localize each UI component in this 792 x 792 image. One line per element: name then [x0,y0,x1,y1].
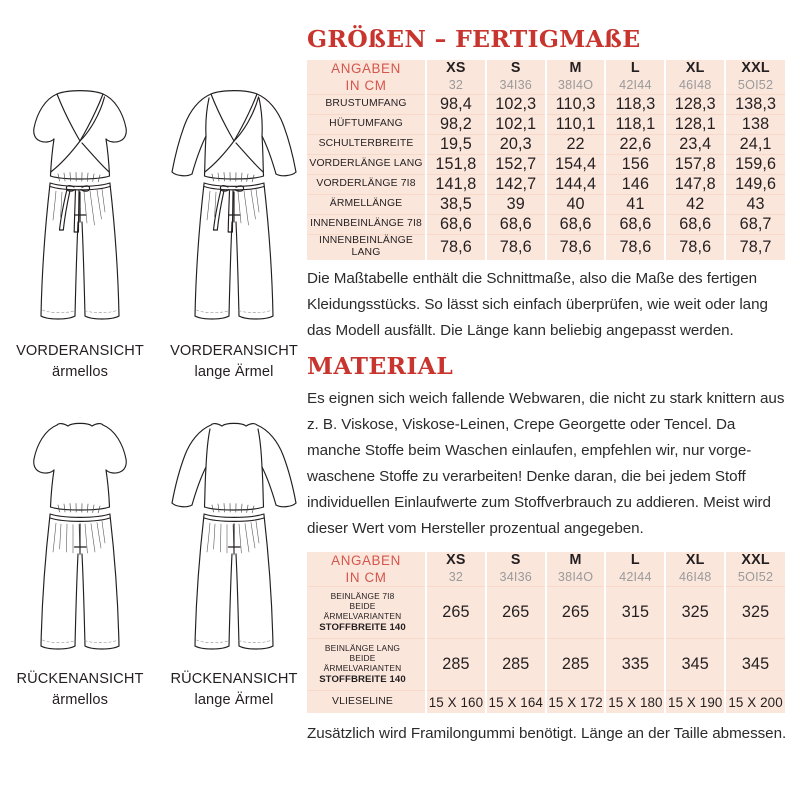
cell-value: 128,3 [665,94,725,114]
material-table-body [307,586,785,713]
cell-value: 345 [725,638,785,690]
row-label-line-2: BEIDE ÄRMELVARIANTEN [323,652,402,673]
cell-value: 146 [605,174,665,194]
cell-value: 98,4 [426,94,486,114]
table-row [307,94,785,114]
caption-line-2: ärmellos [52,363,108,380]
table-row [307,194,785,214]
corner-line-2: IN CM [345,569,387,585]
material-table-head [307,552,785,587]
cell-value: 152,7 [486,154,546,174]
cell-value: 157,8 [665,154,725,174]
table-row [307,638,785,690]
table-row [307,234,785,259]
cell-value: 265 [486,586,546,638]
row-label [307,586,426,638]
sizes-section-heading: GRÖßEN – FERTIGMAßE [307,25,641,53]
corner-line-1: ANGABEN [331,552,401,568]
cell-value: 78,6 [605,234,665,259]
size-numeric: 5OI52 [737,78,774,93]
row-label-line-1: BEINLÄNGE 7I8 [330,590,395,601]
row-label: HÜFTUMFANG [307,114,426,134]
figure-front-long-sleeves [158,82,310,382]
row-label: ÄRMELLÄNGE [307,194,426,214]
cell-value: 22,6 [605,134,665,154]
cell-value: 325 [725,586,785,638]
cell-value: 141,8 [426,174,486,194]
table-row [307,134,785,154]
row-label [307,638,426,690]
cell-value: 285 [426,638,486,690]
cell-value: 42 [665,194,725,214]
cell-value: 159,6 [725,154,785,174]
cell-value: 110,3 [546,94,606,114]
caption-line-1: RÜCKENANSICHT [170,671,298,687]
row-label: INNENBEINLÄNGE 7I8 [307,214,426,234]
figure-back-long-sleeves [158,412,310,710]
table-corner-header [307,552,426,587]
caption-line-1: RÜCKENANSICHT [16,671,144,687]
size-numeric: 34I36 [499,570,532,585]
table-header-row [307,60,785,95]
content-column [305,0,792,792]
jumpsuit-back-sleeveless-icon [4,412,156,662]
row-label-line-1: BEINLÄNGE LANG [324,642,401,653]
size-header-xs [426,552,486,587]
cell-value: 128,1 [665,114,725,134]
size-numeric: 46I48 [678,570,712,585]
size-label: XXL [741,59,770,76]
material-table [307,552,785,714]
cell-value: 68,6 [665,214,725,234]
cell-value: 138 [725,114,785,134]
cell-value: 102,1 [486,114,546,134]
cell-value: 285 [546,638,606,690]
cell-value: 102,3 [486,94,546,114]
size-numeric: 5OI52 [737,570,774,585]
figure-back-sleeveless [4,412,156,710]
measurements-table-head [307,60,785,95]
size-header-xxl [725,552,785,587]
cell-value: 39 [486,194,546,214]
cell-value: 24,1 [725,134,785,154]
row-label: VORDERLÄNGE 7I8 [307,174,426,194]
cell-value: 118,3 [605,94,665,114]
size-header-m [546,60,606,95]
size-header-xl [665,552,725,587]
jumpsuit-front-sleeveless-icon [4,82,156,334]
cell-value: 149,6 [725,174,785,194]
corner-line-1: ANGABEN [331,60,401,76]
figure-front-sleeveless [4,82,156,382]
size-label: XXL [741,551,770,568]
size-label: M [569,59,582,76]
size-label: XS [446,59,466,76]
caption-line-2: lange Ärmel [194,363,274,380]
cell-value: 20,3 [486,134,546,154]
caption-line-2: ärmellos [52,691,108,708]
cell-value: 315 [605,586,665,638]
cell-value: 38,5 [426,194,486,214]
cell-value: 22 [546,134,606,154]
corner-line-2: IN CM [345,77,387,93]
size-numeric: 38I4O [557,570,594,585]
cell-value: 98,2 [426,114,486,134]
cell-value: 15 X 190 [665,690,725,713]
size-numeric: 32 [448,570,464,585]
size-numeric: 42I44 [619,78,652,93]
size-label: XS [446,551,466,568]
cell-value: 68,6 [486,214,546,234]
figure-grid [0,0,305,792]
size-label: M [569,551,582,568]
cell-value: 15 X 200 [728,694,783,710]
cell-value: 110,1 [546,114,606,134]
cell-value: 142,7 [486,174,546,194]
row-label: VORDERLÄNGE LANG [307,154,426,174]
material-section-heading: MATERIAL [307,352,454,381]
cell-value: 15 X 180 [605,690,665,713]
cell-value: 265 [546,586,606,638]
size-numeric: 42I44 [619,570,652,585]
cell-value: 15 X 160 [426,690,486,713]
cell-value: 23,4 [665,134,725,154]
illustrations-column [0,0,305,792]
jumpsuit-back-long-sleeves-icon [158,412,310,662]
size-header-xl [665,60,725,95]
size-label: XL [685,59,705,76]
cell-value: 43 [725,194,785,214]
size-header-l [605,552,665,587]
row-label: VLIESELINE [307,690,426,713]
cell-value: 265 [426,586,486,638]
cell-value: 335 [605,638,665,690]
size-label: XL [685,551,705,568]
table-header-row [307,552,785,587]
figure-caption [158,669,310,710]
caption-line-2: lange Ärmel [194,691,274,708]
table-row [307,154,785,174]
sizes-note-paragraph: Die Maßtabelle enthält die Schnittmaße, also die Maße des fertigen Kleidungsstücks. So lässt sich einfach überprüfen, wie weit oder lang das Modell ausfällt. Die Länge kann beliebig angepasst werden. [307,269,768,340]
size-label: S [510,59,521,76]
cell-value: 78,6 [486,234,546,259]
size-label: L [630,551,640,568]
size-header-s [486,552,546,587]
cell-value: 151,8 [426,154,486,174]
cell-value: 154,4 [546,154,606,174]
figure-caption [158,341,310,382]
table-row [307,174,785,194]
cell-value: 68,6 [546,214,606,234]
cell-value: 325 [665,586,725,638]
row-label-line-2: BEIDE ÄRMELVARIANTEN [323,600,402,621]
table-row [307,586,785,638]
cell-value: 78,6 [546,234,606,259]
row-label: BRUSTUMFANG [307,94,426,114]
measurements-table [307,60,785,260]
cell-value: 41 [605,194,665,214]
cell-value: 78,6 [665,234,725,259]
size-numeric: 32 [448,78,464,93]
caption-line-1: VORDERANSICHT [16,343,144,359]
row-label: INNENBEINLÄNGE LANG [307,234,426,259]
table-row [307,690,785,713]
size-header-s [486,60,546,95]
table-row [307,114,785,134]
cell-value: 15 X 172 [546,690,606,713]
size-numeric: 34I36 [499,78,532,93]
cell-value: 19,5 [426,134,486,154]
size-numeric: 38I4O [557,78,594,93]
cell-value: 15 X 164 [486,690,546,713]
row-label: SCHULTERBREITE [307,134,426,154]
cell-value: 78,6 [426,234,486,259]
table-row [307,214,785,234]
figure-caption [4,669,156,710]
closing-note-paragraph: Zusätzlich wird Framilongummi benötigt. Länge an der Taille abmessen. [307,725,787,743]
caption-line-1: VORDERANSICHT [170,343,298,359]
cell-value: 345 [665,638,725,690]
size-header-xs [426,60,486,95]
jumpsuit-front-long-sleeves-icon [158,82,310,334]
figure-caption [4,341,156,382]
material-paragraph: Es eignen sich weich fallende Webwaren, die nicht zu stark knittern aus z. B. Viskose, Viskose-Leinen, Crepe Georgette oder Tencel. Da manche Stoffe beim Waschen einlaufen, empfehlen wir, nur vorge-waschene Stoffe zu verarbeiten! Denke daran, die bei jedem Stoff individuellen Einlaufwerte zum Stoffverbrauch zu addieren. Meist wird dieser Wert vom Hersteller prozentual angegeben. [307,389,785,538]
cell-value: 40 [546,194,606,214]
row-label-line-3: STOFFBREITE 140 [319,621,406,633]
size-header-l [605,60,665,95]
cell-value: 68,6 [605,214,665,234]
cell-value: 285 [486,638,546,690]
size-label: L [630,59,640,76]
cell-value: 68,6 [426,214,486,234]
row-label-line-3: STOFFBREITE 140 [319,673,406,685]
cell-value: 147,8 [665,174,725,194]
cell-value: 144,4 [546,174,606,194]
table-corner-header [307,60,426,95]
measurements-table-body [307,94,785,259]
size-label: S [510,551,521,568]
size-numeric: 46I48 [678,78,712,93]
cell-value: 68,7 [725,214,785,234]
cell-value: 138,3 [725,94,785,114]
cell-value: 156 [605,154,665,174]
size-header-m [546,552,606,587]
cell-value: 78,7 [739,237,772,256]
cell-value: 118,1 [605,114,665,134]
size-header-xxl [725,60,785,95]
